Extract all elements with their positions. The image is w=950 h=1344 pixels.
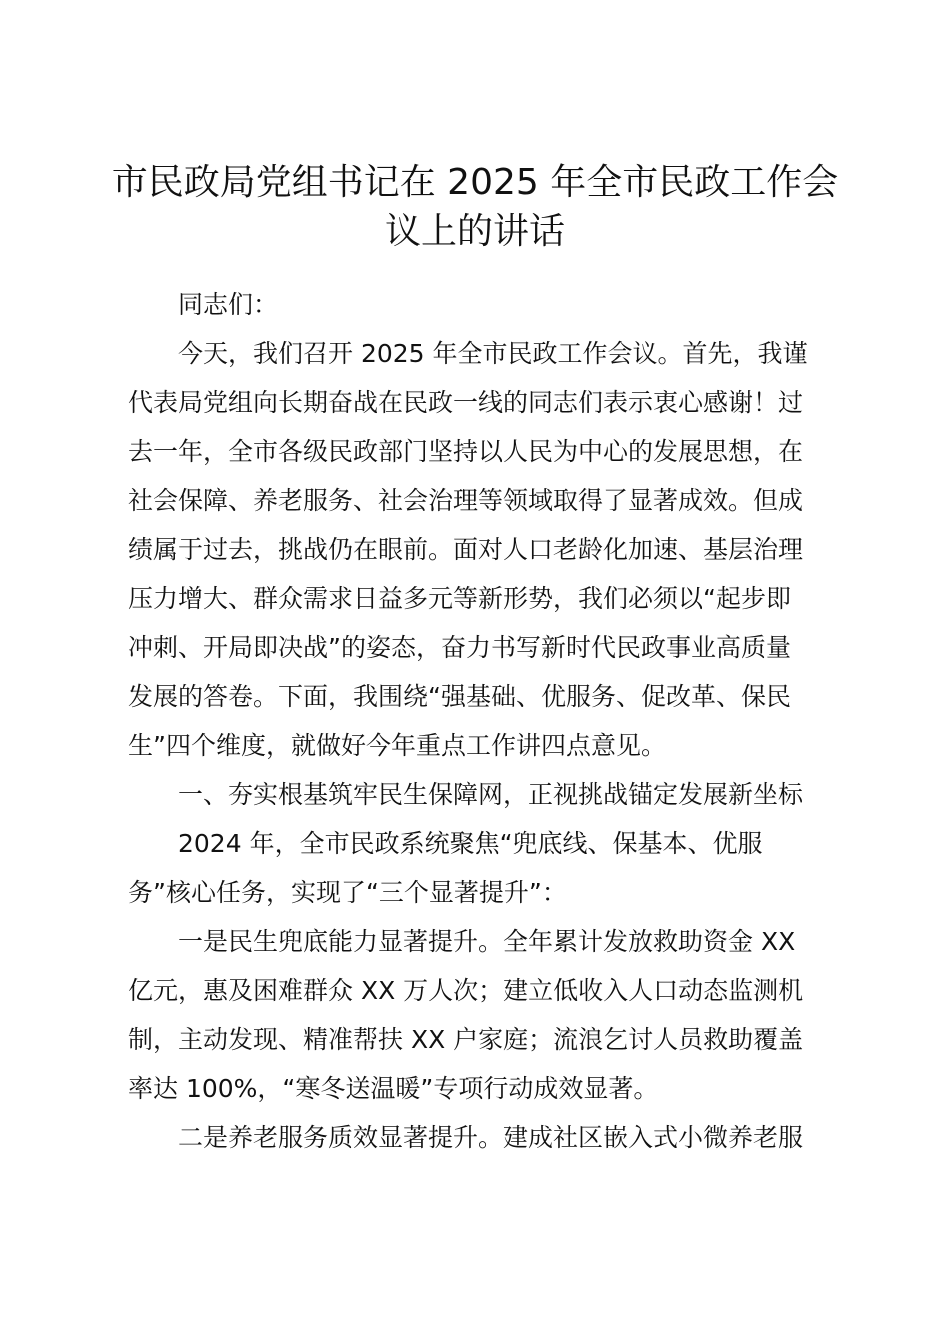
title-line: 市民政局党组书记在 2025 年全市民政工作会 — [111, 162, 839, 203]
text-line: 亿元，惠及困难群众 XX 万人次；建立低收入人口动态监测机 — [128, 976, 804, 1005]
text-line: 冲刺、开局即决战”的姿态，奋力书写新时代民政事业高质量 — [128, 633, 791, 662]
text-line: 制，主动发现、精准帮扶 XX 户家庭；流浪乞讨人员救助覆盖 — [128, 1025, 804, 1054]
text-line: 发展的答卷。下面，我围绕“强基础、优服务、促改革、保民 — [128, 682, 791, 711]
text-line: 代表局党组向长期奋战在民政一线的同志们表示衷心感谢！过 — [128, 388, 804, 417]
text-line: 社会保障、养老服务、社会治理等领域取得了显著成效。但成 — [128, 486, 804, 515]
text-line: 二是养老服务质效显著提升。建成社区嵌入式小微养老服 — [178, 1123, 804, 1152]
paragraph-point-two — [128, 1113, 828, 1162]
greeting-text: 同志们： — [178, 290, 279, 319]
text-line: 绩属于过去，挑战仍在眼前。面对人口老龄化加速、基层治理 — [128, 535, 804, 564]
text-line: 一是民生兜底能力显著提升。全年累计发放救助资金 XX — [178, 927, 796, 956]
text-line: 2024 年，全市民政系统聚焦“兜底线、保基本、优服 — [178, 829, 763, 858]
text-line: 今天，我们召开 2025 年全市民政工作会议。首先，我谨 — [178, 339, 808, 368]
text-line: 压力增大、群众需求日益多元等新形势，我们必须以“起步即 — [128, 584, 791, 613]
paragraph-point-one — [128, 917, 828, 1113]
text-line: 去一年，全市各级民政部门坚持以人民为中心的发展思想，在 — [128, 437, 804, 466]
title-line: 议上的讲话 — [384, 211, 565, 252]
paragraph-intro — [128, 329, 828, 770]
section-heading-text: 一、夯实根基筑牢民生保障网，正视挑战锚定发展新坐标 — [178, 780, 804, 809]
paragraph-summary — [128, 819, 828, 917]
text-line: 务”核心任务，实现了“三个显著提升”： — [128, 878, 567, 907]
document-title — [100, 158, 850, 256]
greeting — [128, 280, 828, 329]
section-heading — [128, 770, 828, 819]
text-line: 生”四个维度，就做好今年重点工作讲四点意见。 — [128, 731, 666, 760]
text-line: 率达 100%，“寒冬送温暖”专项行动成效显著。 — [128, 1074, 659, 1103]
